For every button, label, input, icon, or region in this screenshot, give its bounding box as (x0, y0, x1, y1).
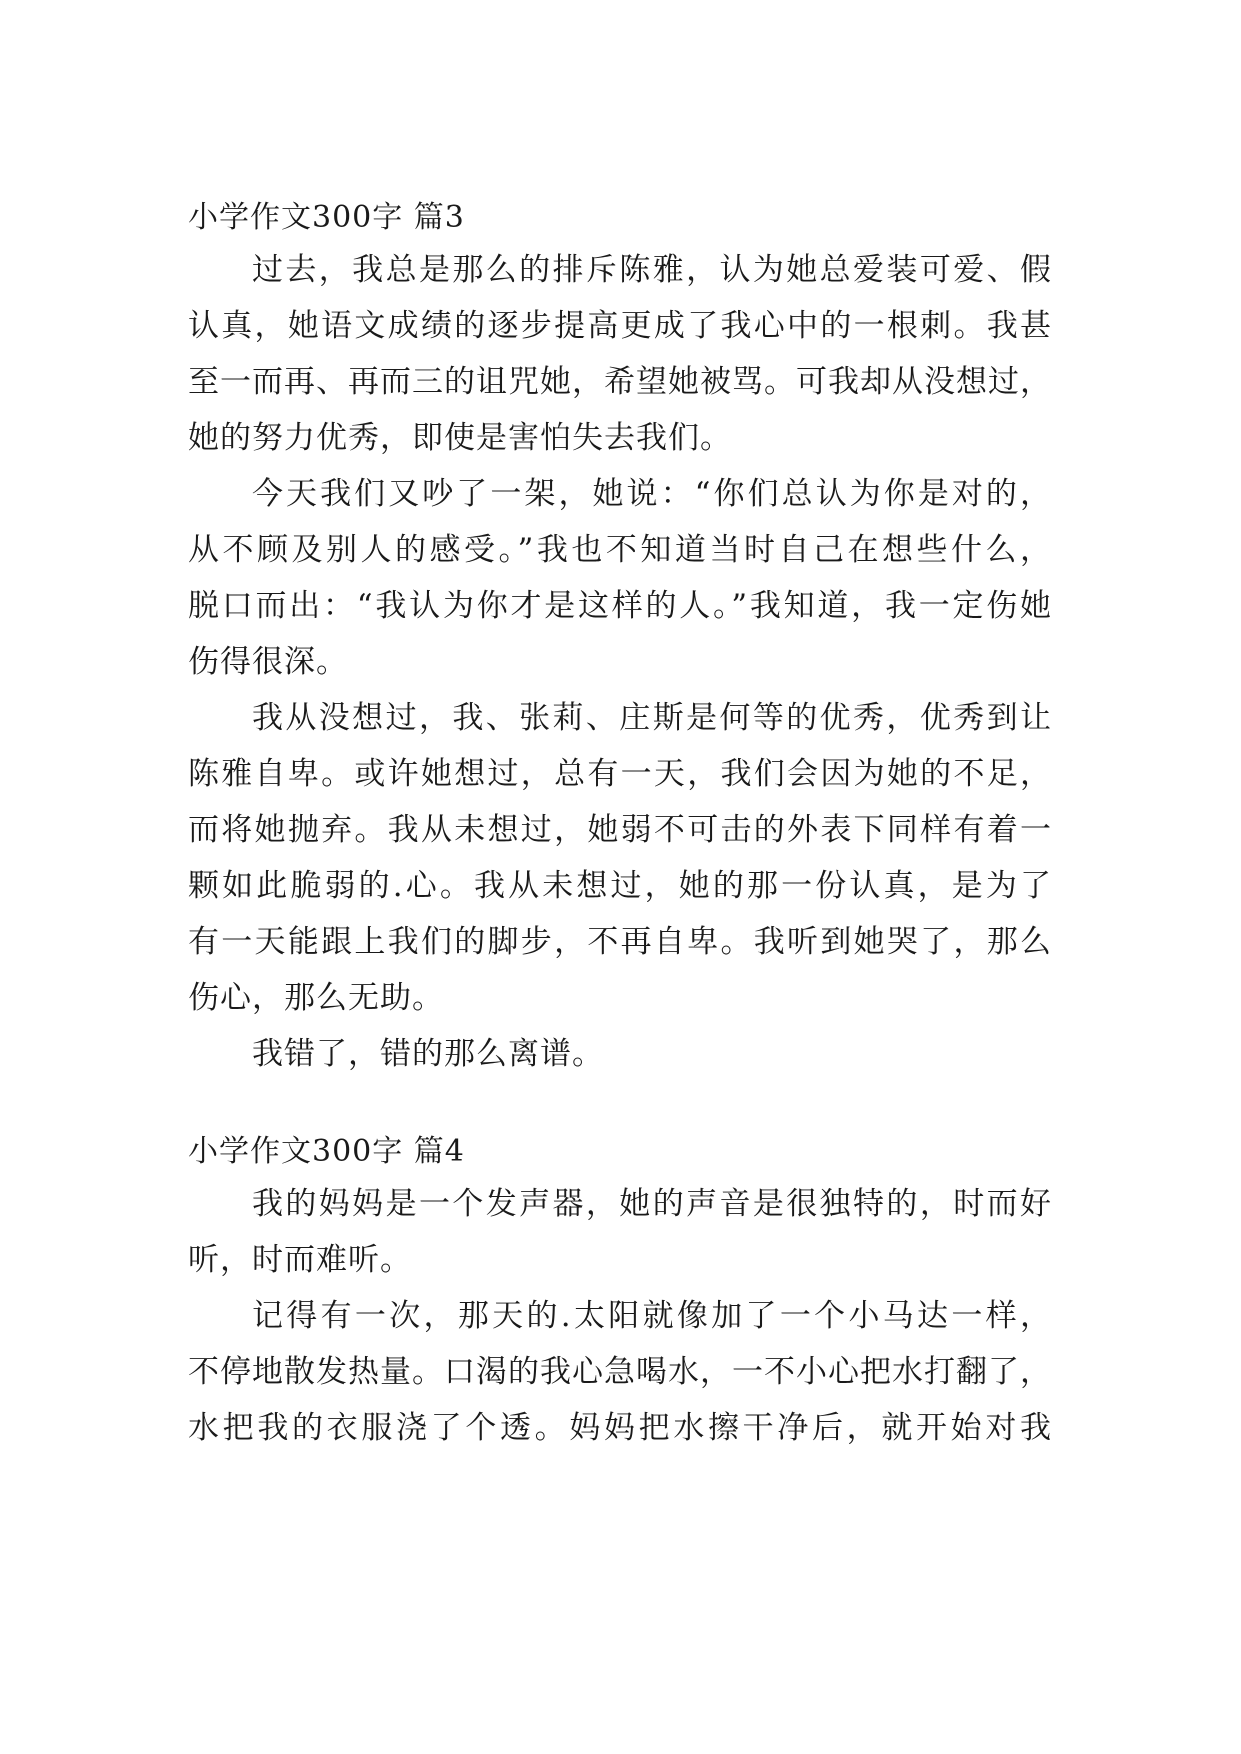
paragraph-line: 脱口而出：“我认为你才是这样的人。”我知道，我一定伤她 (188, 588, 1052, 624)
paragraph-line: 今天我们又吵了一架，她说：“你们总认为你是对的， (252, 476, 1052, 512)
paragraph-line: 我从没想过，我、张莉、庄斯是何等的优秀，优秀到让 (252, 700, 1052, 736)
paragraph-line: 听，时而难听。 (188, 1242, 412, 1278)
paragraph-line: 不停地散发热量。口渴的我心急喝水，一不小心把水打翻了， (188, 1354, 1052, 1390)
paragraph-line: 伤心，那么无助。 (188, 980, 444, 1016)
paragraph-line: 认真，她语文成绩的逐步提高更成了我心中的一根刺。我甚 (188, 308, 1052, 344)
paragraph-line: 而将她抛弃。我从未想过，她弱不可击的外表下同样有着一 (188, 812, 1052, 848)
paragraph-line: 颗如此脆弱的.心。我从未想过，她的那一份认真，是为了 (188, 868, 1052, 904)
paragraph-line: 我错了，错的那么离谱。 (252, 1036, 604, 1072)
paragraph-line: 有一天能跟上我们的脚步，不再自卑。我听到她哭了，那么 (188, 924, 1052, 960)
paragraph-line: 水把我的衣服浇了个透。妈妈把水擦干净后，就开始对我 (188, 1410, 1052, 1446)
paragraph-line: 过去，我总是那么的排斥陈雅，认为她总爱装可爱、假 (252, 252, 1052, 288)
paragraph-line: 记得有一次，那天的.太阳就像加了一个小马达一样， (252, 1298, 1052, 1334)
paragraph-line: 我的妈妈是一个发声器，她的声音是很独特的，时而好 (252, 1186, 1052, 1222)
paragraph-line: 从不顾及别人的感受。”我也不知道当时自己在想些什么， (188, 532, 1052, 568)
paragraph-line: 伤得很深。 (188, 644, 348, 680)
section-heading-4: 小学作文300字 篇4 (188, 1134, 465, 1169)
paragraph-line: 至一而再、再而三的诅咒她，希望她被骂。可我却从没想过， (188, 364, 1052, 400)
paragraph-line: 陈雅自卑。或许她想过，总有一天，我们会因为她的不足， (188, 756, 1052, 792)
section-heading-3: 小学作文300字 篇3 (188, 200, 465, 235)
paragraph-line: 她的努力优秀，即使是害怕失去我们。 (188, 420, 732, 456)
